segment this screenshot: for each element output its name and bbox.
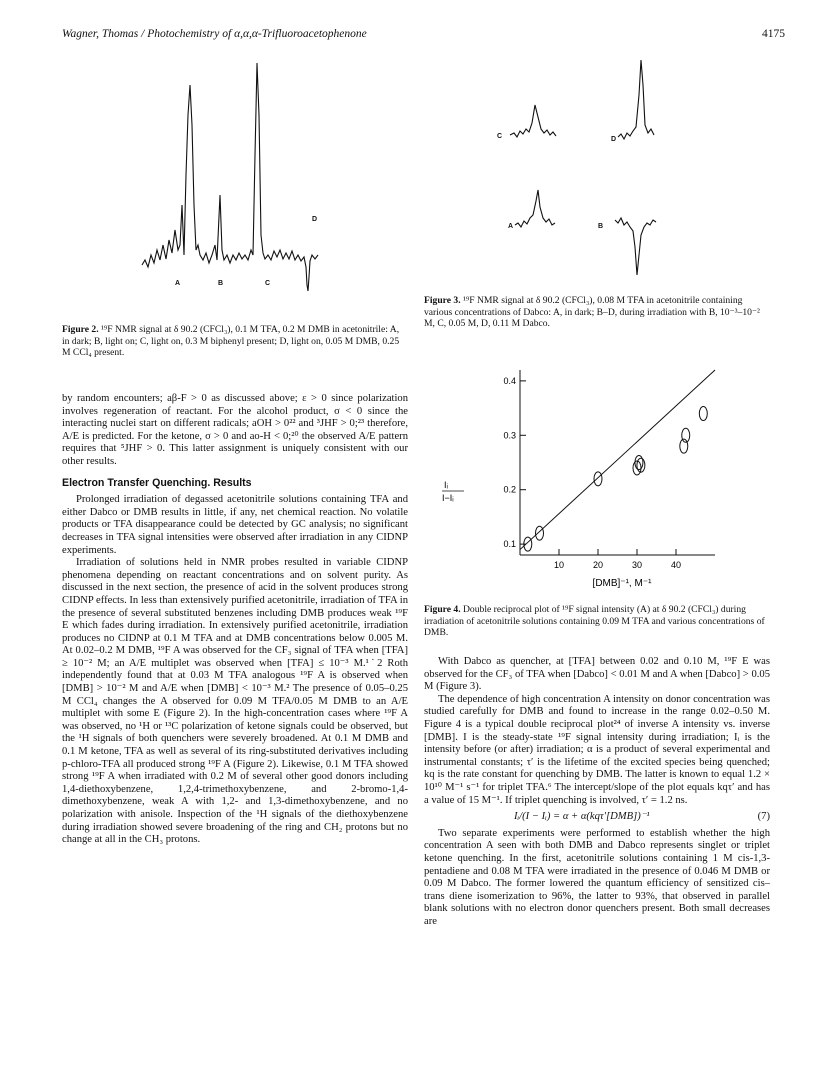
data-point <box>536 526 544 540</box>
paragraph: With Dabco as quencher, at [TFA] between 0.02 and 0.10 M, ¹⁹F E was observed for the CF₃ of TFA when [Dabco] < 0.01 M and A when [Dabco] > 0.05 M (Figure 3). <box>424 656 770 693</box>
figure4-caption: Figure 4. Double reciprocal plot of ¹⁹F signal intensity (A) at δ 90.2 (CFCl₃) during irradiation of acetonitrile solutions containing 0.09 M TFA and various concentrations of DMB. <box>424 604 765 638</box>
y-tick-label: 0.3 <box>503 430 516 441</box>
y-tick-label: 0.2 <box>503 484 516 495</box>
figure2-label-a: A <box>175 280 181 287</box>
y-tick-label: 0.4 <box>503 375 516 386</box>
x-tick-label: 10 <box>553 560 565 570</box>
paragraph: Irradiation of solutions held in NMR probes resulted in variable CIDNP phenomena depending on reactant concentrations and on solvent purity. As discussed in the next section, the presence of acid in the solvent produces strong CIDNP effects. In less than extensively purified acetonitrile, irradiation of TFA in the presence of several substituted benzenes including DMB produces weak ¹⁹F E which fades during irradiation. In extensively purified acetonitrile, irradiation produces no CIDNP at 0.1 M TFA and at DMB concentrations below 0.005 M. At 0.02–0.2 M DMB, ¹⁹F A was observed for the CF₃ signal of TFA when [TFA] ≥ 10⁻² M; an A/E multiplet was observed when [TFA] ≤ 10⁻³ M.¹˙2 Roth independently found that at 0.03 M TFA analogous ¹⁹F A is observed when [DMB] > 10⁻² M and A/E when [DMB] < 10⁻³ M.² The presence of 0.05–0.25 M CCl₄ changes the A observed for 0.09 M TFA/0.05 M DMB to an A/E multiplet with some E (Figure 2). In the high-concentration cases where ¹⁹F A was observed, no ¹H or ¹³C polarization of ketone signals could be observed, but the ¹H signals of both quenchers were severely broadened. At 0.1 M DMB and 0.1 M ketone, TFA as well as several of its ring-substituted derivatives including p-chloro-TFA all produced strong ¹⁹F A (Figure 2). Likewise, 0.1 M TFA showed strong ¹⁹F A when irradiated with 0.2 M of several other good donors including 1,4-diethoxybenzene, 1,2,4-trimethoxybenzene, and 2-bromo-1,4-dimethoxybenzene, weak A with 1,2- and 1,3-dimethoxybenzene, and no polarization with anisole. Inspection of the ¹H signals of the diethoxybenzene during irradiation showed severe broadening of the ring and CH₂ protons but no change at all in the CH₃ protons. <box>62 557 408 846</box>
left-column <box>62 393 408 847</box>
equation-7: Iᵢ/(I − Iᵢ) = α + α(kqτ′[DMB])⁻¹ (7) <box>514 811 770 823</box>
figure2-label-c: C <box>265 280 271 287</box>
data-point <box>699 407 707 421</box>
paragraph: Prolonged irradiation of degassed acetonitrile solutions containing TFA and either Dabco or DMB results in little, if any, net chemical reaction. No volatile products or TFA disappearance could be detected by GC analysis; no significant decreases in TFA signal intensities were observed after irradiation in any CIDNP experiments. <box>62 494 408 556</box>
paragraph: The dependence of high concentration A intensity on donor concentration was studied carefully for DMB and found to increase in the range 0.02–0.50 M. Figure 4 is a typical double reciprocal plot²⁴ of inverse A intensity vs. inverse [DMB]. I is the steady-state ¹⁹F signal intensity during irradiation; Iᵢ is the intensity before (or after) irradiation; α is a product of several experimental and instrumental constants; τ′ is the lifetime of the excited species being quenched; kq is the rate constant for quenching by DMB. The latter is known to equal 1.2 × 10¹⁰ M⁻¹ s⁻¹ for triplet TFA.⁶ The intercept/slope of the plot equals kqτ′ and has a value of 15 M⁻¹. If triplet quenching is involved, τ′ = 1.2 ns. <box>424 693 770 806</box>
y-axis-label-denominator: I−Iᵢ <box>442 493 454 503</box>
y-tick-label: 0.1 <box>503 539 516 550</box>
page-number: 4175 <box>762 28 785 40</box>
y-axis-label-numerator: Iᵢ <box>444 480 448 490</box>
running-header: Wagner, Thomas / Photochemistry of α,α,α-Trifluoroacetophenone <box>62 28 367 40</box>
data-point <box>594 472 602 486</box>
figure2-label-d: D <box>312 216 318 223</box>
paragraph: Two separate experiments were performed to establish whether the high concentration A seen with both DMB and Dabco represents singlet or triplet ketone quenching. In the first, acetonitrile solutions containing 1 M cis-1,3-pentadiene and 0.08 M TFA were irradiated in the presence of 0.046 M DMB or 0.09 M Dabco. The former lowered the quantum efficiency of sensitized cis–trans diene isomerization to 96%, the latter to 93%, that observed in parallel blank solutions with no electron donor quenchers present. Both small decreases are <box>424 827 770 927</box>
right-column <box>424 656 770 928</box>
fit-line <box>520 370 715 550</box>
figure2-label-b: B <box>218 280 224 287</box>
figure3-spectra <box>500 55 700 280</box>
figure2-spectrum <box>140 55 340 295</box>
paragraph: by random encounters; aβ-F > 0 as discussed above; ε > 0 since polarization involves regeneration of reactant. For the alcohol product, σ < 0 since the interacting nuclei start on different radicals; aOH > 0²² and ³JHF > 0;²³ therefore, A/E is predicted. For the ketone, σ > 0 and ao-H < 0;²⁰ the observed A/E pattern requires that ⁵JHF > 0. This latter assignment is uniquely consistent with our other results. <box>62 393 408 467</box>
figure4-plot <box>420 360 730 600</box>
figure3-label-d: D <box>611 136 617 143</box>
figure3-label-c: C <box>497 133 503 140</box>
x-tick-label: 40 <box>670 560 682 570</box>
x-axis-label: [DMB]⁻¹, M⁻¹ <box>592 578 652 589</box>
section-heading: Electron Transfer Quenching. Results <box>62 476 252 489</box>
figure3-label-b: B <box>598 223 604 230</box>
figure3-caption: Figure 3. ¹⁹F NMR signal at δ 90.2 (CFCl₃), 0.08 M TFA in acetonitrile containing various concentrations of Dabco: A, in dark; B–D, during irradiation with B, 10⁻³–10⁻² M, C, 0.05 M, D, 0.11 M Dabco. <box>424 295 760 329</box>
figure2-caption: Figure 2. ¹⁹F NMR signal at δ 90.2 (CFCl₃), 0.1 M TFA, 0.2 M DMB in acetonitrile: A, in dark; B, light on; C, light on, 0.3 M biphenyl present; D, light on, 0.05 M DMB, 0.25 M CCl₄ present. <box>62 324 400 358</box>
x-tick-label: 30 <box>631 560 643 570</box>
x-tick-label: 20 <box>592 560 604 570</box>
figure3-label-a: A <box>508 223 514 230</box>
